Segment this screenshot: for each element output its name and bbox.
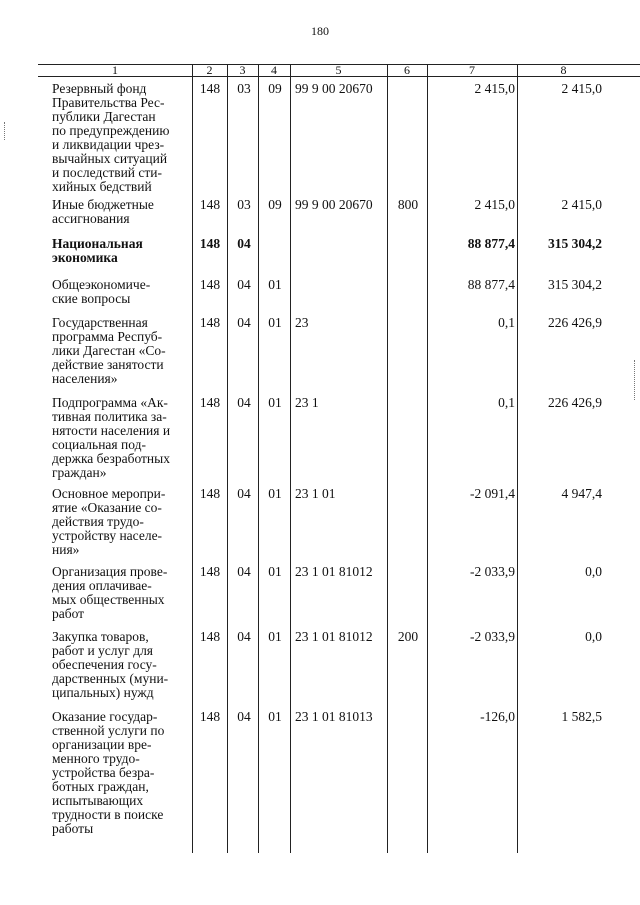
row-c8-cell: 0,0 <box>585 564 602 579</box>
row-c3-cell: 04 <box>237 709 251 724</box>
row-c5-cell: 99 9 00 20670 <box>295 81 373 96</box>
row-c2-cell: 148 <box>199 629 221 644</box>
row-name-cell: Подпрограмма «Ак- тивная политика за- нятости населения и социальная под- держка безработных граждан» <box>52 395 171 480</box>
margin-mark <box>4 122 5 140</box>
column-header: 8 <box>560 63 567 77</box>
column-divider <box>192 64 193 853</box>
row-c2-cell: 148 <box>199 197 221 212</box>
row-name-cell: Общеэкономиче- ские вопросы <box>52 277 151 306</box>
row-c8-cell: 315 304,2 <box>548 277 602 292</box>
row-name-cell: Национальная экономика <box>52 236 143 265</box>
row-c7-cell: -126,0 <box>480 709 515 724</box>
row-name-cell: Организация прове- дения оплачивае- мых общественных работ <box>52 564 168 621</box>
column-header: 4 <box>271 63 277 77</box>
row-c3-cell: 04 <box>237 236 251 251</box>
row-c2-cell: 148 <box>199 486 221 501</box>
row-c2-cell: 148 <box>199 564 221 579</box>
row-c4-cell: 09 <box>268 197 282 212</box>
row-c5-cell: 23 1 01 81012 <box>295 564 373 579</box>
row-c8-cell: 2 415,0 <box>561 81 602 96</box>
row-c4-cell: 01 <box>268 629 282 644</box>
column-header: 1 <box>112 63 118 77</box>
row-c7-cell: 0,1 <box>498 395 515 410</box>
column-divider <box>517 64 518 853</box>
row-c3-cell: 04 <box>237 486 251 501</box>
row-c4-cell: 01 <box>268 315 282 330</box>
row-c2-cell: 148 <box>199 277 221 292</box>
row-c4-cell: 01 <box>268 564 282 579</box>
row-c4-cell: 09 <box>268 81 282 96</box>
row-name-cell: Закупка товаров, работ и услуг для обеспечения госу- дарственных (муни- ципальных) нужд <box>52 629 169 700</box>
row-c5-cell: 99 9 00 20670 <box>295 197 373 212</box>
row-c3-cell: 04 <box>237 395 251 410</box>
column-divider <box>290 64 291 853</box>
row-c5-cell: 23 1 01 81013 <box>295 709 373 724</box>
row-c7-cell: -2 033,9 <box>470 629 515 644</box>
row-c2-cell: 148 <box>199 315 221 330</box>
column-header: 3 <box>239 63 246 77</box>
row-c4-cell: 01 <box>268 395 282 410</box>
row-c8-cell: 2 415,0 <box>561 197 602 212</box>
row-c7-cell: 2 415,0 <box>474 197 515 212</box>
row-name-cell: Государственная программа Респуб- лики Дагестан «Со- действие занятости населения» <box>52 315 166 386</box>
page-number: 180 <box>311 24 329 38</box>
row-c4-cell: 01 <box>268 709 282 724</box>
row-c8-cell: 1 582,5 <box>561 709 602 724</box>
column-header: 2 <box>206 63 213 77</box>
row-c7-cell: -2 033,9 <box>470 564 515 579</box>
column-header: 7 <box>469 63 475 77</box>
row-c3-cell: 03 <box>237 197 251 212</box>
row-name-cell: Иные бюджетные ассигнования <box>52 197 154 226</box>
row-c8-cell: 0,0 <box>585 629 602 644</box>
column-divider <box>227 64 228 853</box>
row-name-cell: Основное меропри- ятие «Оказание со- действия трудо- устройству населе- ния» <box>52 486 166 557</box>
row-c5-cell: 23 1 01 81012 <box>295 629 373 644</box>
row-c3-cell: 03 <box>237 81 251 96</box>
row-c4-cell: 01 <box>268 277 282 292</box>
row-c2-cell: 148 <box>199 709 221 724</box>
row-c7-cell: 2 415,0 <box>474 81 515 96</box>
row-c2-cell: 148 <box>199 81 221 96</box>
row-c7-cell: -2 091,4 <box>470 486 515 501</box>
row-c8-cell: 4 947,4 <box>561 486 602 501</box>
row-c8-cell: 315 304,2 <box>548 236 602 251</box>
row-c7-cell: 88 877,4 <box>467 236 515 251</box>
row-c8-cell: 226 426,9 <box>548 395 602 410</box>
row-c3-cell: 04 <box>237 564 251 579</box>
row-c5-cell: 23 1 <box>295 395 319 410</box>
row-c3-cell: 04 <box>237 315 251 330</box>
row-c5-cell: 23 <box>295 315 309 330</box>
column-header: 5 <box>335 63 342 77</box>
row-c3-cell: 04 <box>237 629 251 644</box>
column-header: 6 <box>404 63 410 77</box>
row-c6-cell: 200 <box>397 629 419 644</box>
row-c6-cell: 800 <box>397 197 419 212</box>
row-c5-cell: 23 1 01 <box>295 486 336 501</box>
row-c3-cell: 04 <box>237 277 251 292</box>
row-c7-cell: 0,1 <box>498 315 515 330</box>
row-c4-cell: 01 <box>268 486 282 501</box>
margin-mark <box>634 360 635 400</box>
column-divider <box>387 64 388 853</box>
row-name-cell: Оказание государ- ственной услуги по организации вре- менного трудо- устройства безра- ботных граждан, испытывающих трудности в поиске работы <box>52 709 165 836</box>
row-c2-cell: 148 <box>199 236 221 251</box>
column-divider <box>258 64 259 853</box>
row-c7-cell: 88 877,4 <box>467 277 515 292</box>
row-c2-cell: 148 <box>199 395 221 410</box>
column-divider <box>427 64 428 853</box>
row-c8-cell: 226 426,9 <box>548 315 602 330</box>
row-name-cell: Резервный фонд Правительства Рес- публики Дагестан по предупреждению и ликвидации чрез- вычайных ситуаций и последствий сти- хийных бедствий <box>52 81 170 194</box>
